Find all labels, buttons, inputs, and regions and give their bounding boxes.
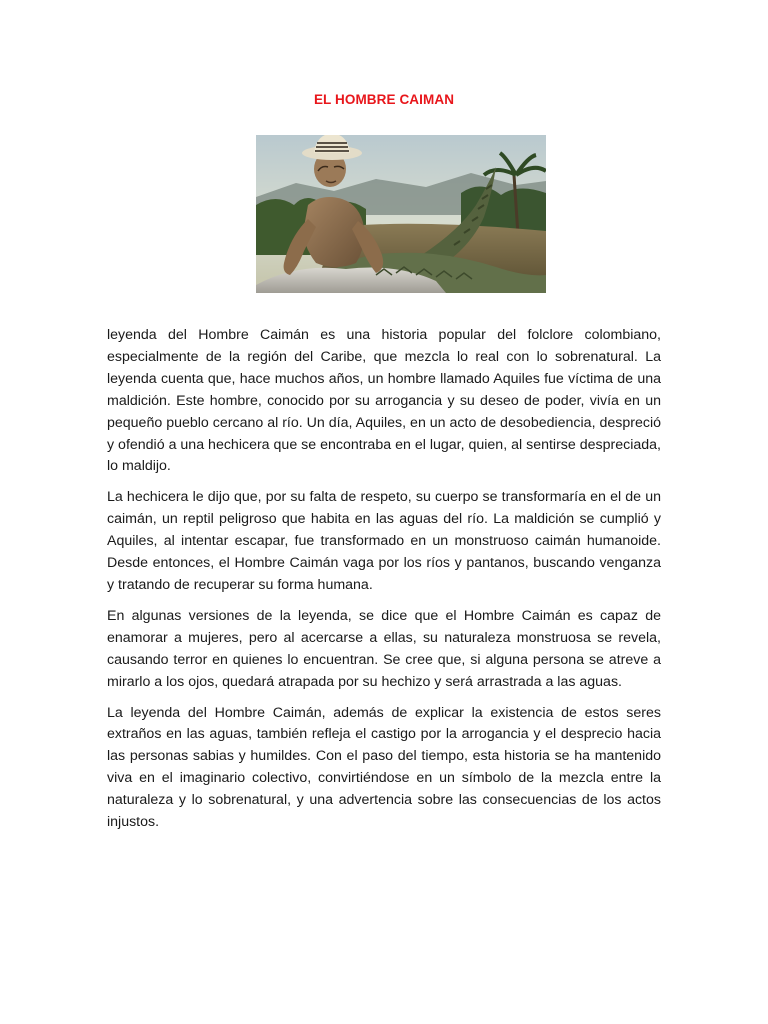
- hombre-caiman-illustration: [256, 135, 546, 293]
- illustration-svg: [256, 135, 546, 293]
- document-title: EL HOMBRE CAIMAN: [313, 92, 455, 107]
- paragraph-1: leyenda del Hombre Caimán es una historia popular del folclore colombiano, especialmente de la región del Caribe, que mezcla lo real con lo sobrenatural. La leyenda cuenta que, hace muchos años, un hombre llamado Aquiles fue víctima de una maldición. Este hombre, conocido por su arrogancia y su deseo de poder, vivía en un pequeño pueblo cercano al río. Un día, Aquiles, en un acto de desobediencia, despreció y ofendió a una hechicera que se encontraba en el lugar, quien, al sentirse despreciada, lo maldijo.: [107, 327, 661, 475]
- paragraph-3: En algunas versiones de la leyenda, se dice que el Hombre Caimán es capaz de enamorar a mujeres, pero al acercarse a ellas, su naturaleza monstruosa se revela, causando terror en quienes lo encuentran. Se cree que, si alguna persona se atreve a mirarlo a los ojos, quedará atrapada por su hechizo y será arrastrada a las aguas.: [107, 607, 661, 690]
- paragraph-4: La leyenda del Hombre Caimán, además de explicar la existencia de estos seres extraños en las aguas, también refleja el castigo por la arrogancia y el desprecio hacia las personas sabias y humildes. Con el paso del tiempo, esta historia se ha mantenido viva en el imaginario colectivo, convirtiéndose en un símbolo de la mezcla entre la naturaleza y lo sobrenatural, y una advertencia sobre las consecuencias de los actos injustos.: [107, 704, 661, 831]
- paragraph-2: La hechicera le dijo que, por su falta de respeto, su cuerpo se transformaría en el de un caimán, un reptil peligroso que habita en las aguas del río. La maldición se cumplió y Aquiles, al intentar escapar, fue transformado en un monstruoso caimán humanoide. Desde entonces, el Hombre Caimán vaga por los ríos y pantanos, buscando venganza y tratando de recuperar su forma humana.: [107, 489, 661, 593]
- body-text: [107, 325, 661, 843]
